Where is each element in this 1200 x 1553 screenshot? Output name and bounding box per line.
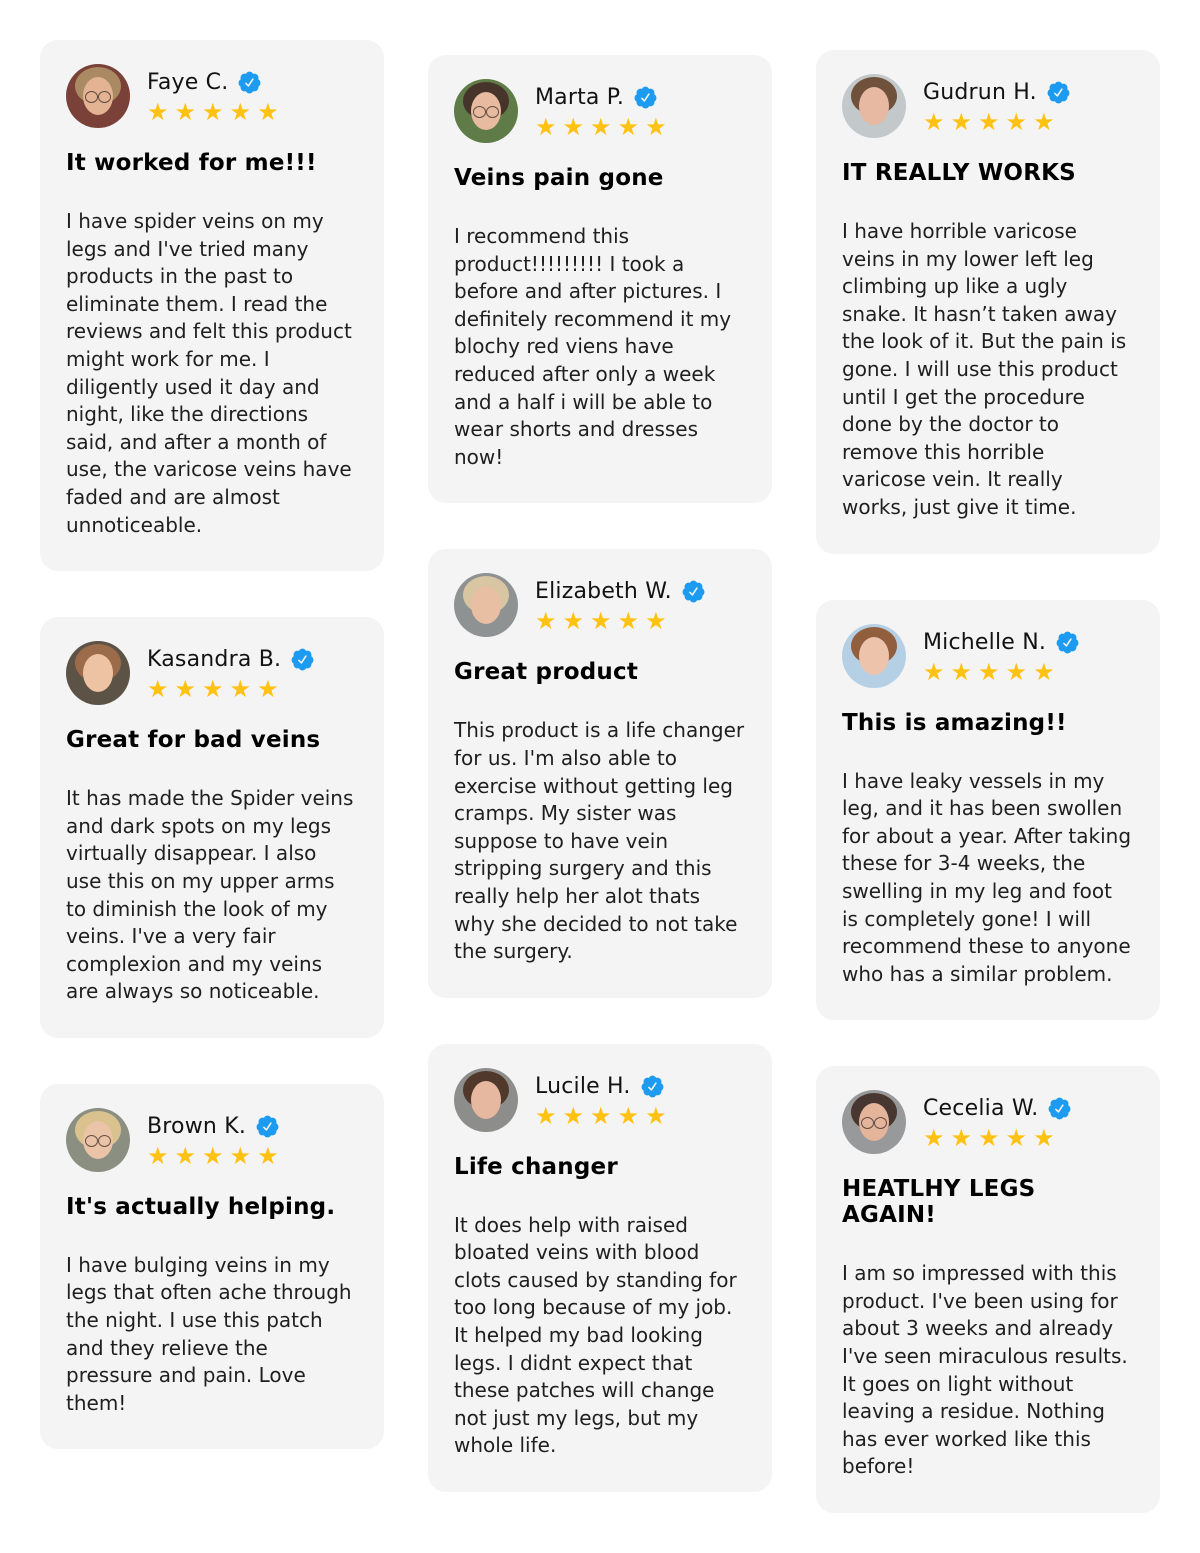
reviewer-name-row xyxy=(923,1096,1072,1121)
reviews-column-2 xyxy=(428,40,772,1492)
reviewer-meta xyxy=(923,74,1071,138)
avatar xyxy=(454,573,518,637)
review-header xyxy=(454,79,746,143)
review-card-elizabeth-w xyxy=(428,549,772,997)
avatar xyxy=(842,74,906,138)
verified-badge-icon xyxy=(681,579,706,604)
reviewer-name-row xyxy=(535,579,706,604)
review-title: Great product xyxy=(454,659,639,686)
verified-badge-icon xyxy=(1055,630,1080,655)
reviewer-name: Gudrun H. xyxy=(923,80,1037,105)
avatar xyxy=(842,624,906,688)
reviewer-name-row xyxy=(535,1074,673,1099)
avatar xyxy=(842,1090,906,1154)
reviewer-meta xyxy=(147,64,285,128)
verified-badge-icon xyxy=(290,647,315,672)
review-header xyxy=(454,573,746,637)
reviewer-meta xyxy=(535,79,673,143)
star-rating: ★★★★★ xyxy=(535,607,673,636)
review-body: It has made the Spider veins and dark spots on my legs virtually disappear. I also use this on my upper arms to diminish the look of my veins. I've a very fair complexion and my veins are always so noticeable. xyxy=(66,786,354,1004)
avatar-face xyxy=(83,654,113,692)
review-card-brown-k xyxy=(40,1084,384,1450)
star-rating: ★★★★★ xyxy=(147,1141,285,1170)
avatar xyxy=(66,1108,130,1172)
review-header xyxy=(66,641,358,705)
review-body: I have spider veins on my legs and I've tried many products in the past to eliminate them. I read the reviews and felt this product might work for me. I diligently used it day and night, like the directions said, and after a month of use, the varicose veins have faded and are almost unnoticeable. xyxy=(66,209,352,537)
reviewer-name: Brown K. xyxy=(147,1113,247,1139)
star-rating: ★★★★★ xyxy=(147,98,285,126)
star-rating: ★★★★★ xyxy=(923,108,1061,136)
review-card-cecelia-w xyxy=(816,1066,1160,1513)
review-body: It does help with raised bloated veins with blood clots caused by standing for too long because of my job. It helped my bad looking legs. I didnt expect that these patches will change not just my legs, but my whole life. xyxy=(454,1212,737,1458)
review-title: It's actually helping. xyxy=(66,1193,336,1220)
review-title: It worked for me!!! xyxy=(66,150,317,176)
reviewer-meta xyxy=(923,1090,1072,1154)
review-card-marta-p xyxy=(428,55,772,503)
star-rating: ★★★★★ xyxy=(147,675,285,704)
verified-badge-icon xyxy=(640,1074,665,1099)
star-rating: ★★★★★ xyxy=(535,1101,673,1130)
reviewer-name: Kasandra B. xyxy=(147,647,282,673)
review-header xyxy=(454,1068,746,1132)
review-title: Great for bad veins xyxy=(66,727,321,754)
review-card-faye-c xyxy=(40,40,384,571)
reviewer-meta xyxy=(147,641,315,705)
review-body: I recommend this product!!!!!!!!! I took a before and after pictures. I definitely recommend it my blochy red viens have reduced after only a week and a half i will be able to wear shorts and dresses now! xyxy=(454,224,732,469)
review-header xyxy=(842,624,1134,688)
review-title: This is amazing!! xyxy=(842,709,1067,736)
reviewer-name: Marta P. xyxy=(535,85,625,110)
star-rating: ★★★★★ xyxy=(923,657,1061,686)
reviewer-name-row xyxy=(147,647,315,672)
review-title: IT REALLY WORKS xyxy=(842,160,1076,186)
reviews-column-3 xyxy=(816,40,1160,1513)
review-title: Life changer xyxy=(454,1153,618,1180)
verified-badge-icon xyxy=(237,70,262,95)
reviewer-name-row xyxy=(535,85,673,110)
star-rating: ★★★★★ xyxy=(535,113,673,141)
star-rating: ★★★★★ xyxy=(923,1124,1061,1153)
review-body: This product is a life changer for us. I'm also able to exercise without getting leg cramps. My sister was suppose to have vein stripping surgery and this really help her alot thats why she decided to not take the surgery. xyxy=(454,718,745,964)
reviewer-name: Lucile H. xyxy=(535,1073,631,1099)
reviewer-meta xyxy=(535,1068,673,1132)
reviewer-name-row xyxy=(923,630,1080,655)
reviewer-meta xyxy=(923,624,1080,688)
avatar-face xyxy=(471,586,501,624)
reviewer-name-row xyxy=(147,1114,285,1139)
review-body: I am so impressed with this product. I've been using for about 3 weeks and already I've seen miraculous results. It goes on light without leaving a residue. Nothing has ever worked like this before! xyxy=(842,1261,1128,1479)
review-title: HEATLHY LEGS AGAIN! xyxy=(842,1176,1036,1229)
avatar xyxy=(66,64,130,128)
review-card-michelle-n xyxy=(816,600,1160,1021)
reviewer-name-row xyxy=(147,70,285,95)
avatar xyxy=(66,641,130,705)
review-header xyxy=(842,1090,1134,1154)
avatar-glasses-icon xyxy=(85,91,111,101)
verified-badge-icon xyxy=(1047,1096,1072,1121)
review-card-kasandra-b xyxy=(40,617,384,1038)
avatar xyxy=(454,1068,518,1132)
reviewer-name: Faye C. xyxy=(147,70,229,95)
avatar-face xyxy=(859,87,889,125)
avatar xyxy=(454,79,518,143)
review-body: I have bulging veins in my legs that often ache through the night. I use this patch and they relieve the pressure and pain. Love them! xyxy=(66,1252,352,1415)
review-header xyxy=(66,1108,358,1172)
review-card-gudrun-h xyxy=(816,50,1160,554)
review-header xyxy=(842,74,1134,138)
reviews-column-1 xyxy=(40,40,384,1449)
review-header xyxy=(66,64,358,128)
reviewer-name-row xyxy=(923,80,1071,105)
reviewer-name: Cecelia W. xyxy=(923,1096,1039,1122)
avatar-face xyxy=(859,637,889,675)
verified-badge-icon xyxy=(633,85,658,110)
verified-badge-icon xyxy=(255,1114,280,1139)
reviewer-meta xyxy=(535,573,706,637)
review-body: I have horrible varicose veins in my lower left leg climbing up like a ugly snake. It hasn’t taken away the look of it. But the pain is gone. I will use this product until I get the procedure done by the doctor to remove this horrible varicose vein. It really works, just give it time. xyxy=(842,219,1127,519)
reviewer-name: Michelle N. xyxy=(923,629,1047,655)
avatar-glasses-icon xyxy=(85,1135,111,1145)
reviewer-name: Elizabeth W. xyxy=(535,579,672,605)
review-body: I have leaky vessels in my leg, and it has been swollen for about a year. After taking these for 3-4 weeks, the swelling in my leg and foot is completely gone! I will recommend these to anyone who has a similar problem. xyxy=(842,768,1132,986)
avatar-face xyxy=(471,1081,501,1119)
review-card-lucile-h xyxy=(428,1044,772,1492)
avatar-glasses-icon xyxy=(473,106,499,116)
verified-badge-icon xyxy=(1046,80,1071,105)
review-title: Veins pain gone xyxy=(454,165,664,191)
avatar-glasses-icon xyxy=(861,1117,887,1127)
reviewer-meta xyxy=(147,1108,285,1172)
